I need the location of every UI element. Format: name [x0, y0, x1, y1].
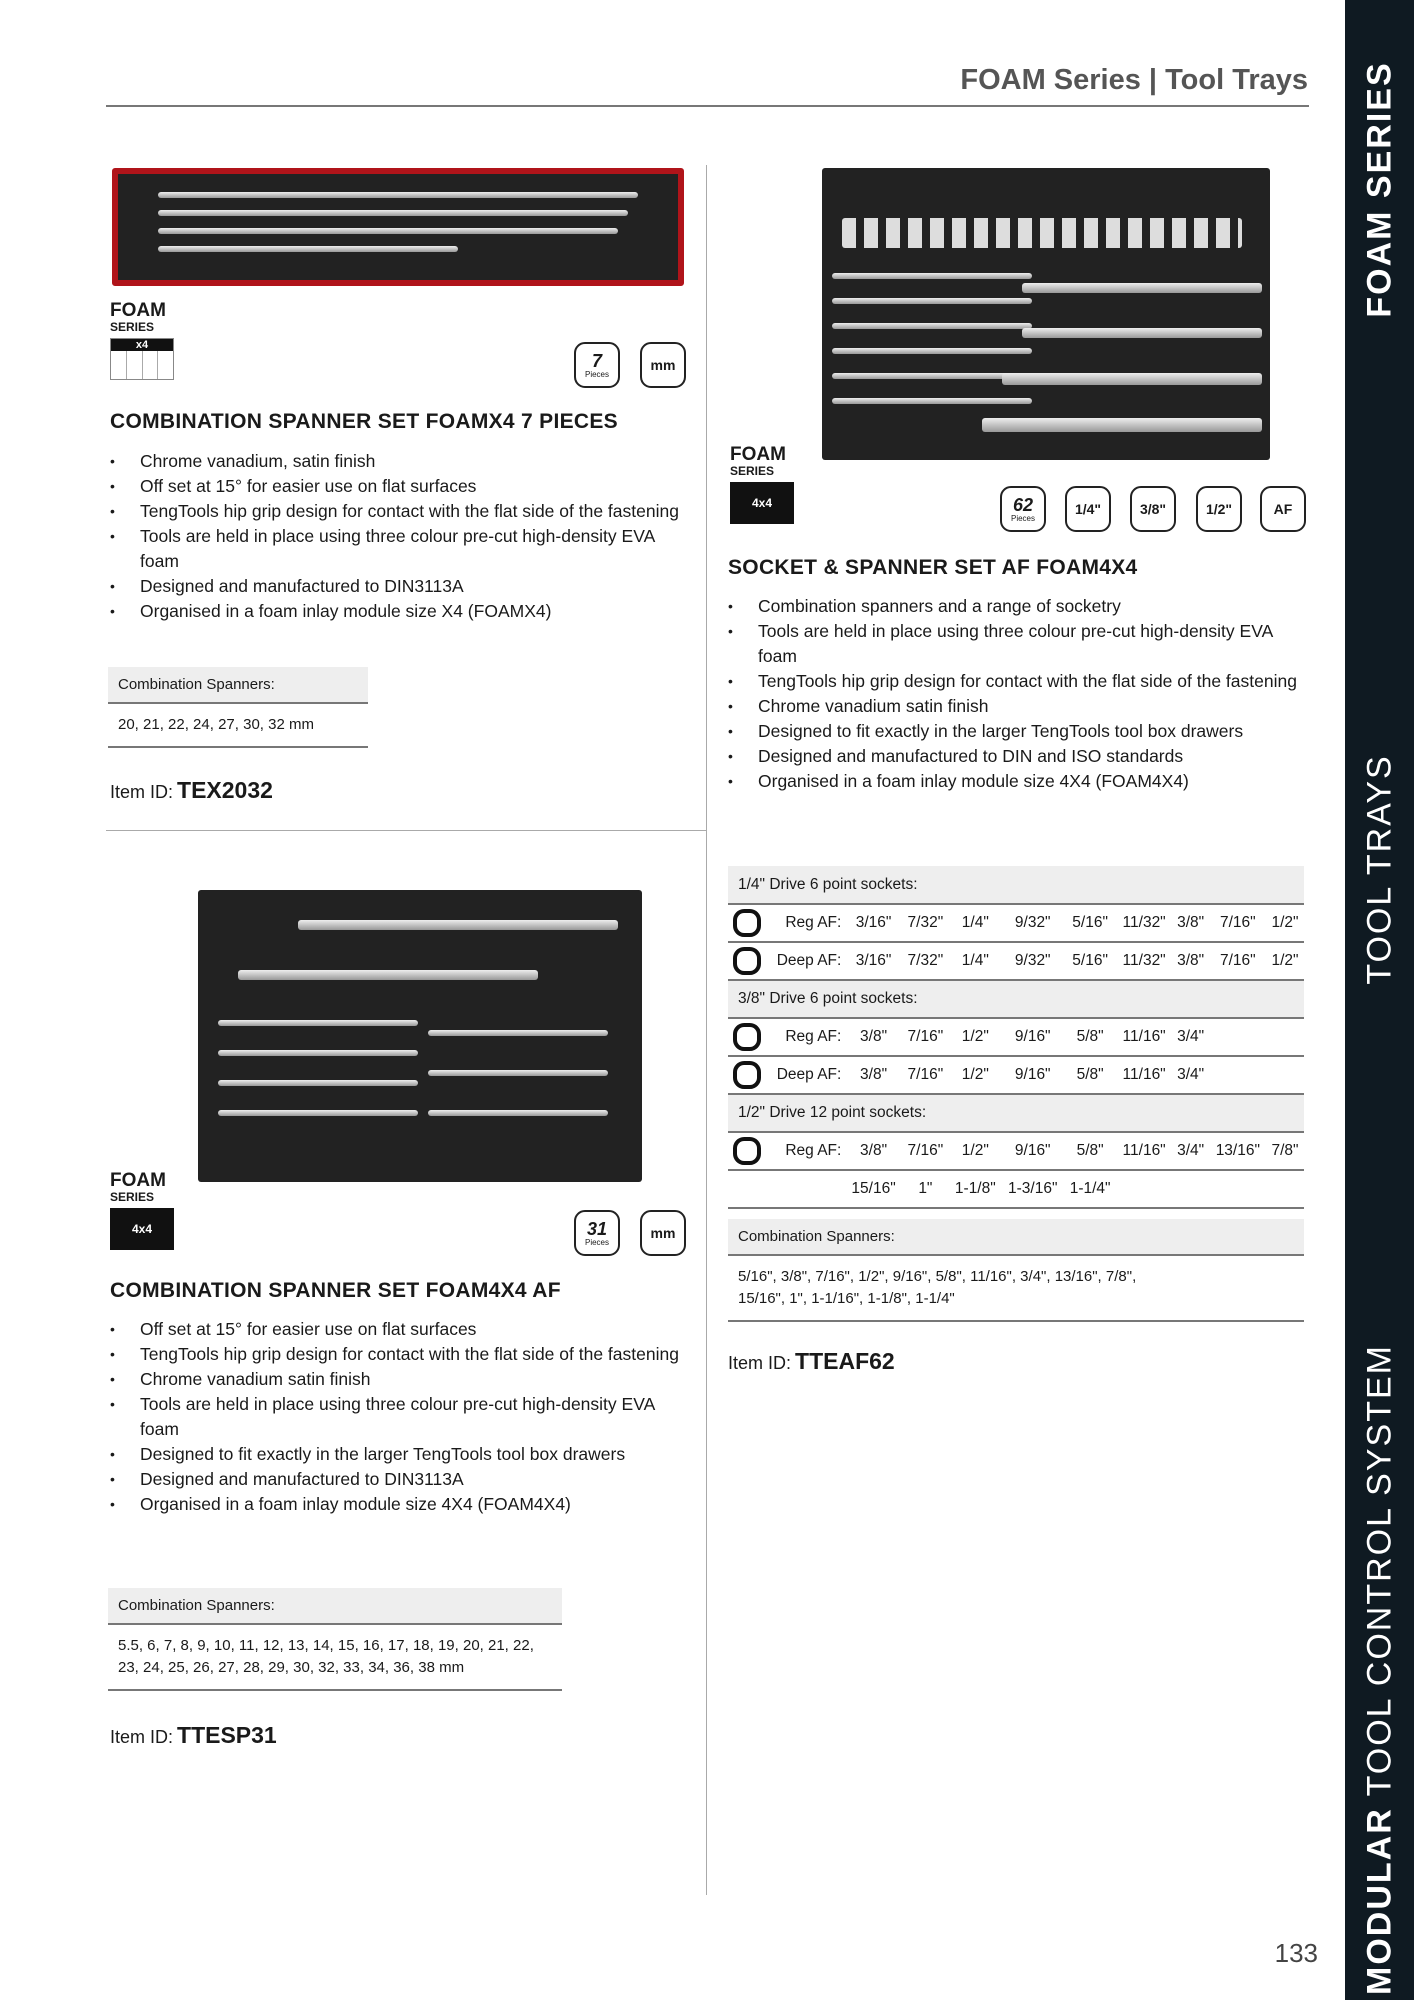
foam-series-logo: FOAM SERIES 4x4 — [730, 444, 794, 524]
socket-group-heading: 1/2" Drive 12 point sockets: — [728, 1094, 1304, 1132]
socket-size: 9/16" — [1002, 1056, 1064, 1094]
socket-size: 3/8" — [845, 1056, 901, 1094]
spec-label: Combination Spanners: — [108, 667, 368, 704]
socket-size: 5/16" — [1064, 904, 1117, 942]
socket-size: 11/16" — [1117, 1132, 1172, 1170]
side-modular-rest: TOOL CONTROL SYSTEM — [1360, 1344, 1398, 1797]
socket-size: 3/16" — [845, 942, 901, 980]
feature-item: • Chrome vanadium satin finish — [108, 1367, 698, 1392]
drive-1-2-badge: 1/2" — [1196, 486, 1242, 532]
socket-size — [1172, 1170, 1210, 1208]
socket-size: 3/8" — [845, 1132, 901, 1170]
feature-item: • Tools are held in place using three colour pre-cut high-density EVA foam — [108, 524, 698, 574]
spec-label: Combination Spanners: — [728, 1219, 1304, 1256]
product-title: SOCKET & SPANNER SET AF FOAM4X4 — [728, 556, 1138, 579]
socket-size — [1117, 1170, 1172, 1208]
product-title: COMBINATION SPANNER SET FOAMX4 7 PIECES — [110, 410, 618, 433]
spec-box — [108, 667, 368, 748]
section-divider — [106, 830, 706, 831]
side-modular — [1360, 1344, 1399, 1995]
spec-value: 20, 21, 22, 24, 27, 30, 32 mm — [108, 704, 368, 748]
twelve-point-socket-icon — [733, 1137, 761, 1165]
module-4x4-icon: 4x4 — [110, 1208, 174, 1250]
socket-icon-cell — [728, 1056, 767, 1094]
socket-size: 1/2" — [1266, 942, 1304, 980]
feature-list — [108, 449, 698, 624]
item-id: Item ID: TTESP31 — [110, 1722, 277, 1748]
mm-badge: mm — [640, 342, 686, 388]
module-4x4-icon: 4x4 — [730, 482, 794, 524]
product-image-ttesp31 — [198, 890, 642, 1182]
socket-size: 1/4" — [949, 942, 1002, 980]
socket-icon-cell — [728, 1132, 767, 1170]
drive-3-8-badge: 3/8" — [1130, 486, 1176, 532]
socket-size: 9/16" — [1002, 1132, 1064, 1170]
column-divider — [706, 165, 707, 1895]
side-banner — [1345, 0, 1414, 2000]
foam-series-logo: FOAM SERIES 4x4 — [110, 1170, 174, 1250]
socket-row — [728, 1132, 1304, 1170]
socket-size: 7/16" — [902, 1132, 949, 1170]
header-rule — [106, 105, 1309, 107]
socket-size: 3/4" — [1172, 1018, 1210, 1056]
socket-icon-cell — [728, 904, 767, 942]
pieces-badge: 31 Pieces — [574, 1210, 620, 1256]
feature-item: • Chrome vanadium, satin finish — [108, 449, 698, 474]
spec-box — [108, 1588, 562, 1691]
feature-item: • Designed and manufactured to DIN3113A — [108, 1467, 698, 1492]
feature-list — [726, 594, 1316, 794]
page-header-title: FOAM Series | Tool Trays — [960, 64, 1308, 96]
socket-size — [1266, 1170, 1304, 1208]
socket-icon-cell — [728, 942, 767, 980]
socket-size: 1/4" — [949, 904, 1002, 942]
socket-size-table — [728, 866, 1304, 1209]
socket-size: 11/16" — [1117, 1056, 1172, 1094]
socket-size: 1-1/8" — [949, 1170, 1002, 1208]
socket-size: 1-1/4" — [1064, 1170, 1117, 1208]
feature-item: • Organised in a foam inlay module size 4X4 (FOAM4X4) — [108, 1492, 698, 1517]
feature-item: • Combination spanners and a range of socketry — [726, 594, 1316, 619]
socket-type-label: Reg AF: — [767, 1018, 845, 1056]
hex-socket-icon — [733, 1023, 761, 1051]
socket-size: 11/32" — [1117, 942, 1172, 980]
socket-size: 7/8" — [1266, 1132, 1304, 1170]
item-id-value: TTEAF62 — [795, 1348, 895, 1374]
mm-badge: mm — [640, 1210, 686, 1256]
socket-size: 7/16" — [902, 1056, 949, 1094]
socket-size: 1-3/16" — [1002, 1170, 1064, 1208]
product-title: COMBINATION SPANNER SET FOAM4X4 AF — [110, 1279, 561, 1302]
feature-item: • Organised in a foam inlay module size 4X4 (FOAM4X4) — [726, 769, 1316, 794]
socket-size: 1" — [902, 1170, 949, 1208]
spec-box — [728, 1219, 1304, 1322]
feature-item: • Designed and manufactured to DIN3113A — [108, 574, 698, 599]
feature-list — [108, 1317, 698, 1517]
socket-size — [1210, 1170, 1266, 1208]
socket-size: 7/16" — [1210, 904, 1266, 942]
feature-item: • Designed to fit exactly in the larger TengTools tool box drawers — [726, 719, 1316, 744]
spec-label: Combination Spanners: — [108, 1588, 562, 1625]
hex-socket-icon — [733, 947, 761, 975]
socket-size — [1266, 1056, 1304, 1094]
feature-item: • Organised in a foam inlay module size X4 (FOAMX4) — [108, 599, 698, 624]
feature-item: • Chrome vanadium satin finish — [726, 694, 1316, 719]
socket-type-label: Deep AF: — [767, 1056, 845, 1094]
socket-size: 3/8" — [1172, 904, 1210, 942]
socket-type-label: Reg AF: — [767, 904, 845, 942]
socket-size: 5/8" — [1064, 1132, 1117, 1170]
feature-item: • TengTools hip grip design for contact with the flat side of the fastening — [108, 499, 698, 524]
socket-type-label: Deep AF: — [767, 942, 845, 980]
socket-size: 3/8" — [1172, 942, 1210, 980]
socket-row — [728, 1170, 1304, 1208]
socket-size: 3/16" — [845, 904, 901, 942]
socket-size: 9/32" — [1002, 904, 1064, 942]
feature-item: • Designed to fit exactly in the larger TengTools tool box drawers — [108, 1442, 698, 1467]
socket-size: 11/32" — [1117, 904, 1172, 942]
module-x4-icon: x4 — [110, 338, 174, 380]
socket-size: 3/4" — [1172, 1056, 1210, 1094]
socket-size — [1210, 1056, 1266, 1094]
spec-value: 5/16", 3/8", 7/16", 1/2", 9/16", 5/8", 11/16", 3/4", 13/16", 7/8", 15/16", 1", 1-1/16", 1-1/8", 1-1/4" — [738, 1268, 1137, 1307]
socket-row — [728, 942, 1304, 980]
socket-size: 1/2" — [949, 1018, 1002, 1056]
feature-item: • Tools are held in place using three colour pre-cut high-density EVA foam — [726, 619, 1316, 669]
item-id: Item ID: TEX2032 — [110, 777, 273, 803]
feature-item: • Off set at 15° for easier use on flat surfaces — [108, 1317, 698, 1342]
socket-row — [728, 1018, 1304, 1056]
feature-item: • Designed and manufactured to DIN and ISO standards — [726, 744, 1316, 769]
socket-icon-cell — [728, 1170, 767, 1208]
af-badge: AF — [1260, 486, 1306, 532]
hex-socket-icon — [733, 909, 761, 937]
hex-socket-icon — [733, 1061, 761, 1089]
socket-size — [1266, 1018, 1304, 1056]
socket-size: 15/16" — [845, 1170, 901, 1208]
spec-value: 5.5, 6, 7, 8, 9, 10, 11, 12, 13, 14, 15, 16, 17, 18, 19, 20, 21, 22, 23, 24, 25, 26, 27, 28, 29, 30, 32, 33, 34, 36, 38 mm — [108, 1625, 562, 1691]
socket-row — [728, 904, 1304, 942]
socket-size: 5/16" — [1064, 942, 1117, 980]
feature-item: • Tools are held in place using three colour pre-cut high-density EVA foam — [108, 1392, 698, 1442]
feature-item: • TengTools hip grip design for contact with the flat side of the fastening — [108, 1342, 698, 1367]
socket-size: 11/16" — [1117, 1018, 1172, 1056]
socket-size: 3/8" — [845, 1018, 901, 1056]
socket-size: 9/16" — [1002, 1018, 1064, 1056]
socket-icon-cell — [728, 1018, 767, 1056]
item-id: Item ID: TTEAF62 — [728, 1348, 895, 1374]
socket-size — [1210, 1018, 1266, 1056]
socket-type-label — [767, 1170, 845, 1208]
side-tool-trays: TOOL TRAYS — [1360, 754, 1398, 985]
product-image-tex2032 — [112, 168, 684, 286]
socket-type-label: Reg AF: — [767, 1132, 845, 1170]
socket-group-heading: 3/8" Drive 6 point sockets: — [728, 980, 1304, 1018]
foam-series-logo: FOAM SERIES x4 — [110, 300, 174, 380]
socket-size: 3/4" — [1172, 1132, 1210, 1170]
socket-size: 13/16" — [1210, 1132, 1266, 1170]
drive-1-4-badge: 1/4" — [1065, 486, 1111, 532]
item-id-value: TEX2032 — [177, 777, 273, 803]
socket-size: 7/16" — [1210, 942, 1266, 980]
socket-size: 1/2" — [949, 1056, 1002, 1094]
socket-size: 1/2" — [949, 1132, 1002, 1170]
socket-size: 9/32" — [1002, 942, 1064, 980]
socket-spec-column — [728, 866, 1304, 1375]
side-foam-series: FOAM SERIES — [1360, 61, 1398, 318]
socket-size: 7/16" — [902, 1018, 949, 1056]
side-modular-bold: MODULAR — [1360, 1807, 1398, 1995]
pieces-badge: 7 Pieces — [574, 342, 620, 388]
socket-size: 1/2" — [1266, 904, 1304, 942]
feature-item: • Off set at 15° for easier use on flat surfaces — [108, 474, 698, 499]
product-image-tteaf62 — [822, 168, 1270, 460]
feature-item: • TengTools hip grip design for contact with the flat side of the fastening — [726, 669, 1316, 694]
socket-size: 5/8" — [1064, 1018, 1117, 1056]
socket-size: 7/32" — [902, 904, 949, 942]
socket-row — [728, 1056, 1304, 1094]
socket-size: 5/8" — [1064, 1056, 1117, 1094]
socket-group-heading: 1/4" Drive 6 point sockets: — [728, 866, 1304, 904]
page-number: 133 — [1274, 1938, 1318, 1968]
item-id-value: TTESP31 — [177, 1722, 277, 1748]
socket-size: 7/32" — [902, 942, 949, 980]
pieces-badge: 62 Pieces — [1000, 486, 1046, 532]
